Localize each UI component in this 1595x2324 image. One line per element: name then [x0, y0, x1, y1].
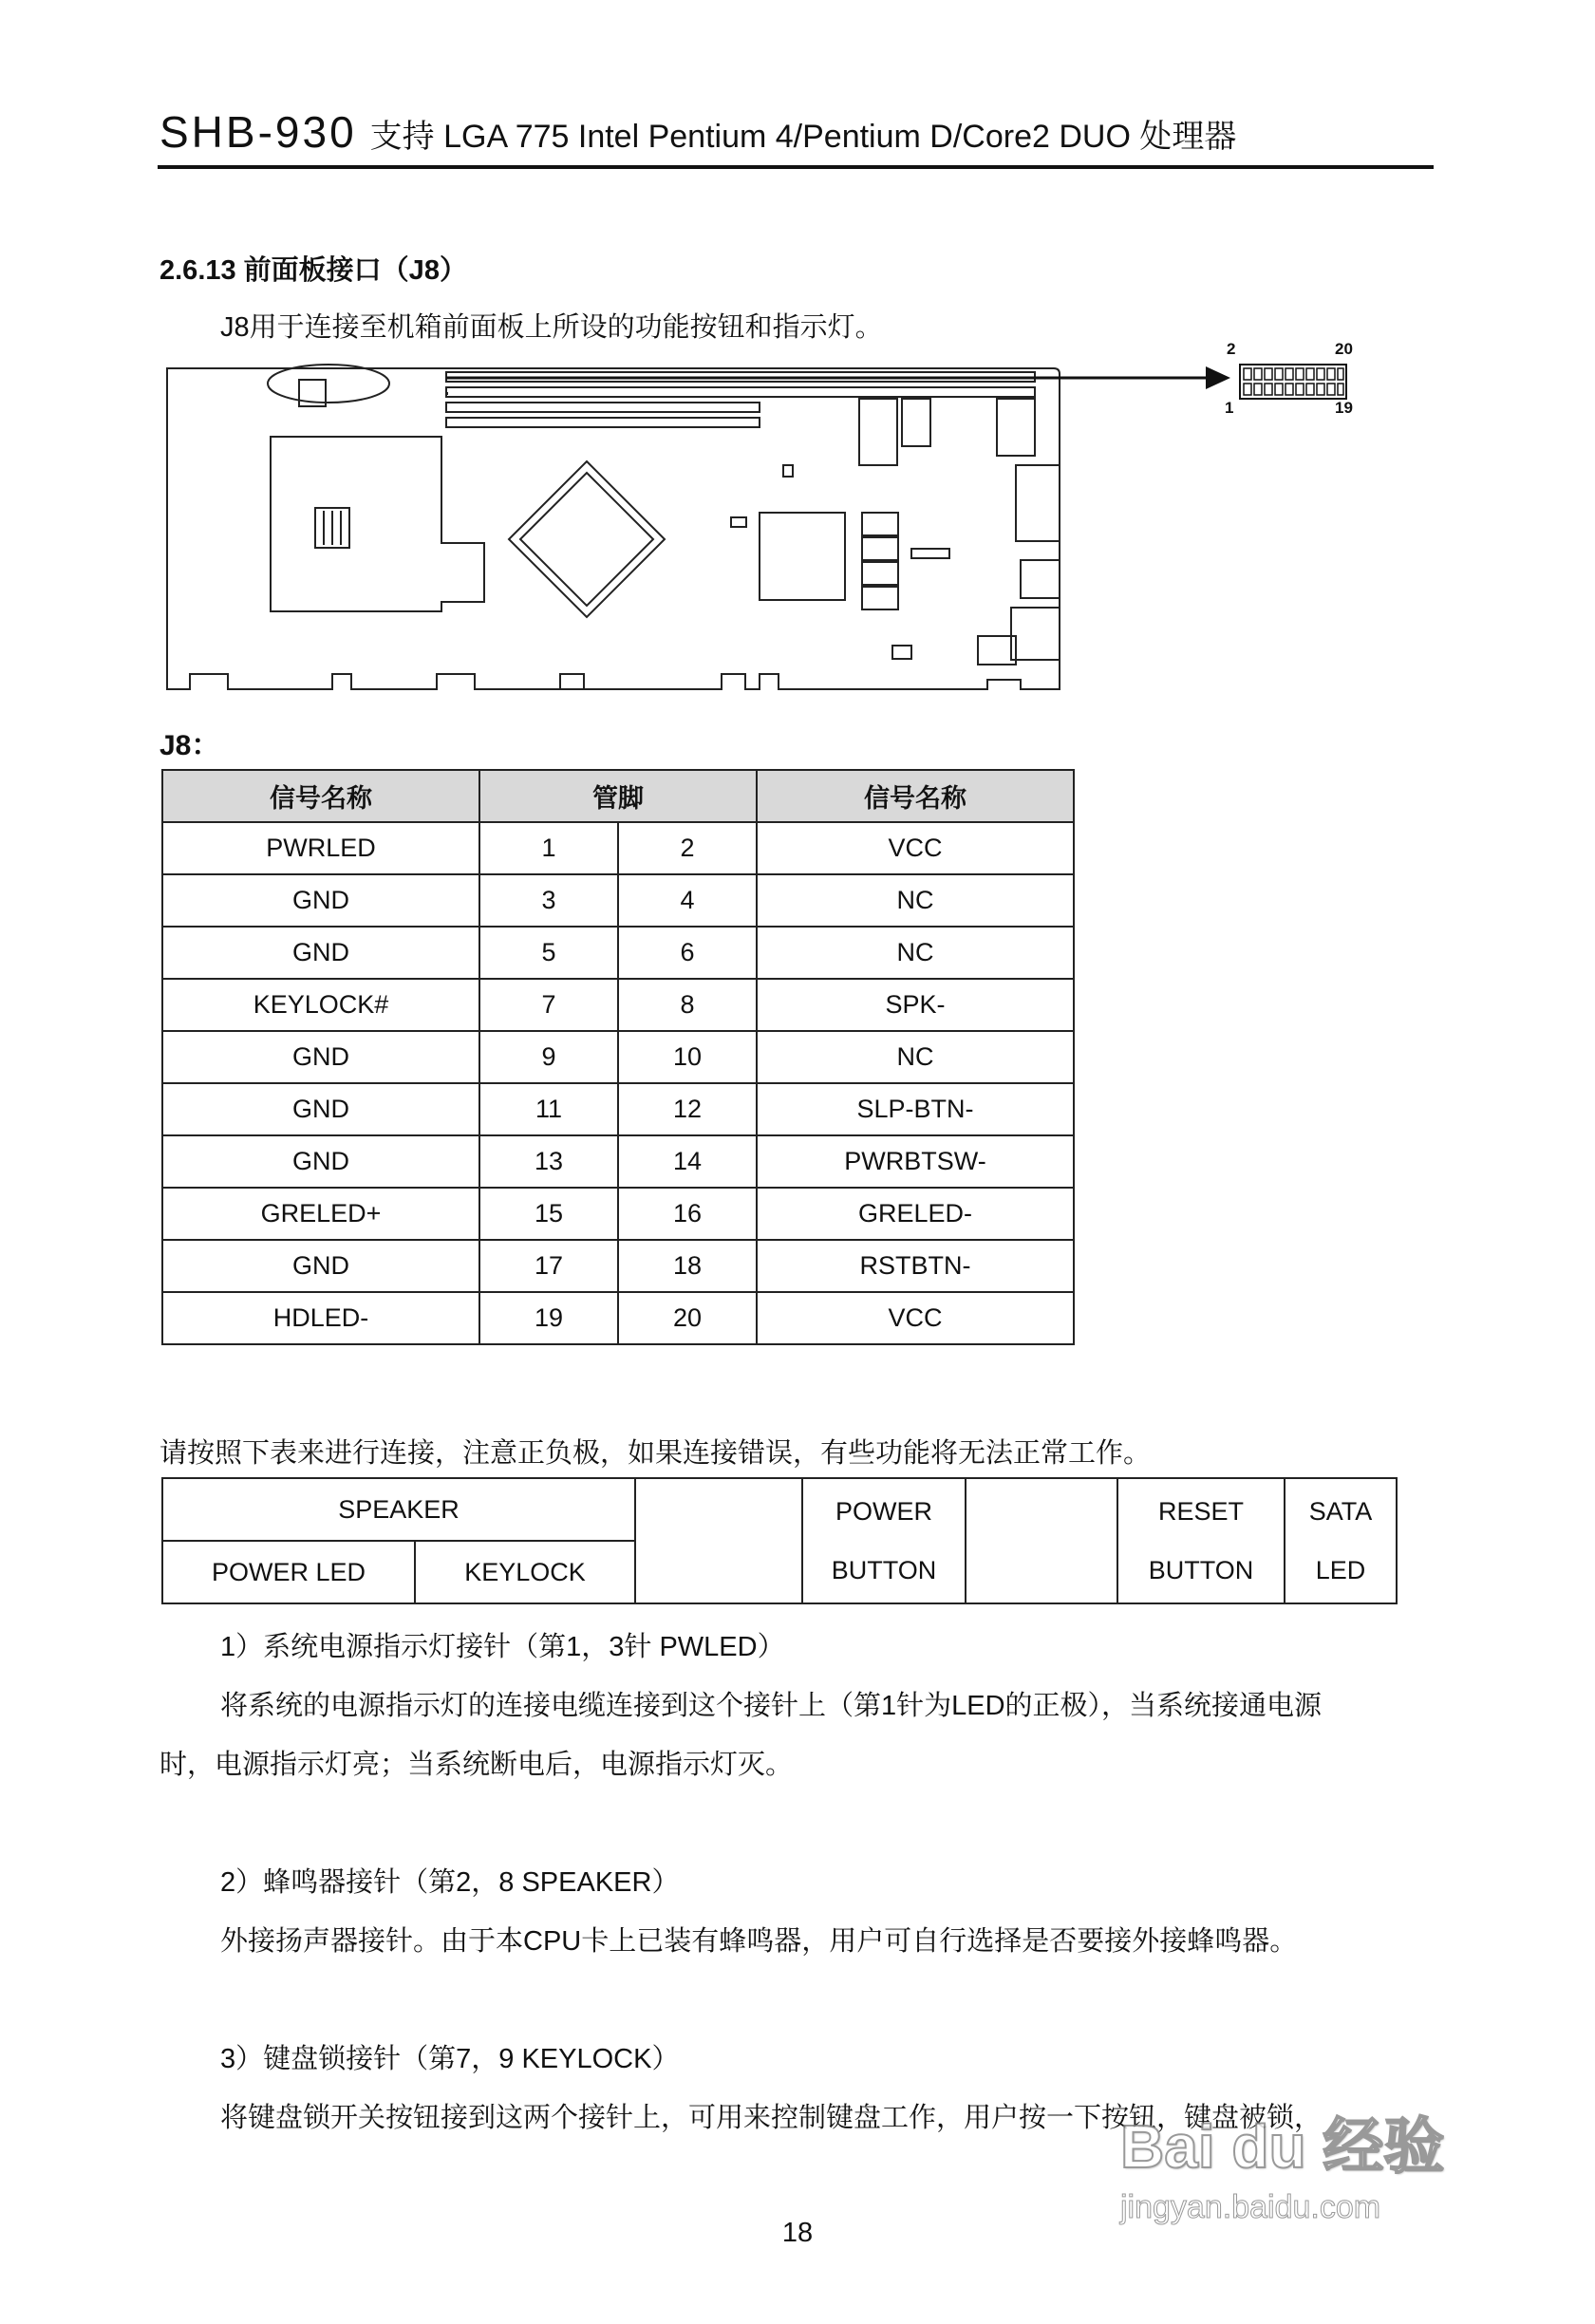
item-1-line-1: 将系统的电源指示灯的连接电缆连接到这个接针上（第1针为LED的正极），当系统接通电源 [220, 1691, 1323, 1721]
signal-cell: VCC [757, 1292, 1074, 1344]
signal-cell: PWRBTSW- [757, 1135, 1074, 1188]
section-intro: J8用于连接至机箱前面板上所设的功能按钮和指示灯。 [220, 312, 883, 343]
pin-cell: 7 [479, 979, 618, 1031]
connection-table [161, 1477, 1398, 1604]
pin-cell: 17 [479, 1240, 618, 1292]
arrow-head [1206, 366, 1230, 389]
j8-label: J8： [160, 730, 220, 761]
reset-button-cell [1117, 1478, 1285, 1603]
speaker-cell: SPEAKER [162, 1478, 635, 1541]
pin-table-header [162, 770, 1074, 822]
signal-cell: GRELED+ [162, 1188, 479, 1240]
signal-cell: GND [162, 874, 479, 927]
northbridge [509, 461, 665, 617]
header-subtitle: 支持 LGA 775 Intel Pentium 4/Pentium D/Core2 DUO 处理器 [369, 119, 1237, 155]
board-diagram [161, 361, 1358, 703]
watermark-url: jingyan.baidu.com [1120, 2189, 1381, 2225]
pin-cell: 11 [479, 1083, 618, 1135]
table-row [162, 1031, 1074, 1083]
header-rule [158, 165, 1434, 169]
pin-cell: 10 [618, 1031, 757, 1083]
pin-cell: 4 [618, 874, 757, 927]
signal-cell: HDLED- [162, 1292, 479, 1344]
header-signal-left: 信号名称 [162, 770, 479, 822]
baidu-watermark [1120, 2098, 1500, 2250]
signal-cell: GND [162, 1135, 479, 1188]
table-row [162, 979, 1074, 1031]
pin-cell: 2 [618, 822, 757, 874]
item-1-title: 1）系统电源指示灯接针（第1，3针 PWLED） [220, 1632, 785, 1662]
page-number: 18 [781, 2218, 814, 2248]
signal-cell: SLP-BTN- [757, 1083, 1074, 1135]
slot [446, 403, 760, 412]
led-label: LED [1315, 1556, 1366, 1584]
slot [446, 387, 1035, 397]
item-2-line-1: 外接扬声器接针。由于本CPU卡上已装有蜂鸣器，用户可自行选择是否要接外接蜂鸣器。 [220, 1926, 1298, 1957]
item-3-title: 3）键盘锁接针（第7，9 KEYLOCK） [220, 2044, 680, 2074]
pin-cell: 18 [618, 1240, 757, 1292]
signal-cell: GND [162, 1031, 479, 1083]
pin-cell: 19 [479, 1292, 618, 1344]
button-label: BUTTON [1148, 1556, 1254, 1584]
pin-cell: 15 [479, 1188, 618, 1240]
pin-cell: 6 [618, 927, 757, 979]
power-led-cell: POWER LED [162, 1541, 415, 1603]
empty-cell [966, 1478, 1117, 1603]
header-signal-right: 信号名称 [757, 770, 1074, 822]
pin-cell: 3 [479, 874, 618, 927]
pin-label-20: 20 [1335, 340, 1353, 358]
signal-cell: RSTBTN- [757, 1240, 1074, 1292]
signal-cell: NC [757, 1031, 1074, 1083]
pin-cell: 5 [479, 927, 618, 979]
table-row [162, 927, 1074, 979]
pin-label-2: 2 [1227, 340, 1236, 358]
pin-label-19: 19 [1335, 399, 1353, 417]
power-label: POWER [835, 1497, 932, 1526]
table-row [162, 1292, 1074, 1344]
table-row [162, 822, 1074, 874]
board-outline [167, 368, 1060, 689]
pin-cell: 1 [479, 822, 618, 874]
pin-cell: 9 [479, 1031, 618, 1083]
signal-cell: PWRLED [162, 822, 479, 874]
sata-led-cell [1285, 1478, 1397, 1603]
empty-cell [635, 1478, 802, 1603]
signal-cell: GRELED- [757, 1188, 1074, 1240]
watermark-brand: Bai du 经验 [1120, 2112, 1445, 2181]
pin-cell: 16 [618, 1188, 757, 1240]
pin-cell: 20 [618, 1292, 757, 1344]
table-row [162, 1083, 1074, 1135]
signal-cell: NC [757, 874, 1074, 927]
pin-cell: 8 [618, 979, 757, 1031]
signal-cell: SPK- [757, 979, 1074, 1031]
j8-header-pins [1240, 365, 1346, 399]
item-1-line-2: 时，电源指示灯亮；当系统断电后，电源指示灯灭。 [160, 1750, 794, 1780]
slot [446, 418, 760, 427]
page-header [160, 106, 1236, 158]
model-name: SHB-930 [160, 107, 357, 157]
table-row [162, 1135, 1074, 1188]
table-row [162, 1188, 1074, 1240]
reset-label: RESET [1157, 1497, 1245, 1526]
connect-note: 请按照下表来进行连接，注意正负极，如果连接错误，有些功能将无法正常工作。 [160, 1438, 1152, 1469]
keylock-cell: KEYLOCK [415, 1541, 635, 1603]
signal-cell: NC [757, 927, 1074, 979]
signal-cell: VCC [757, 822, 1074, 874]
header-pins: 管脚 [479, 770, 757, 822]
item-3-line-1: 将键盘锁开关按钮接到这两个接针上，可用来控制键盘工作，用户按一下按钮，键盘被锁， [220, 2103, 1323, 2133]
pin-cell: 14 [618, 1135, 757, 1188]
signal-cell: GND [162, 927, 479, 979]
pin-table [161, 769, 1075, 1345]
button-label: BUTTON [831, 1556, 937, 1584]
item-2-title: 2）蜂鸣器接针（第2，8 SPEAKER） [220, 1867, 680, 1898]
signal-cell: KEYLOCK# [162, 979, 479, 1031]
sata-label: SATA [1308, 1497, 1373, 1526]
table-row [162, 874, 1074, 927]
section-title: 2.6.13 前面板接口（J8） [160, 255, 467, 286]
southbridge [760, 513, 845, 600]
pin-label-1: 1 [1225, 399, 1234, 417]
power-button-cell [802, 1478, 966, 1603]
j8-highlight [268, 365, 389, 403]
cpu-socket [271, 437, 484, 611]
pin-cell: 13 [479, 1135, 618, 1188]
signal-cell: GND [162, 1240, 479, 1292]
signal-cell: GND [162, 1083, 479, 1135]
pin-cell: 12 [618, 1083, 757, 1135]
table-row [162, 1240, 1074, 1292]
